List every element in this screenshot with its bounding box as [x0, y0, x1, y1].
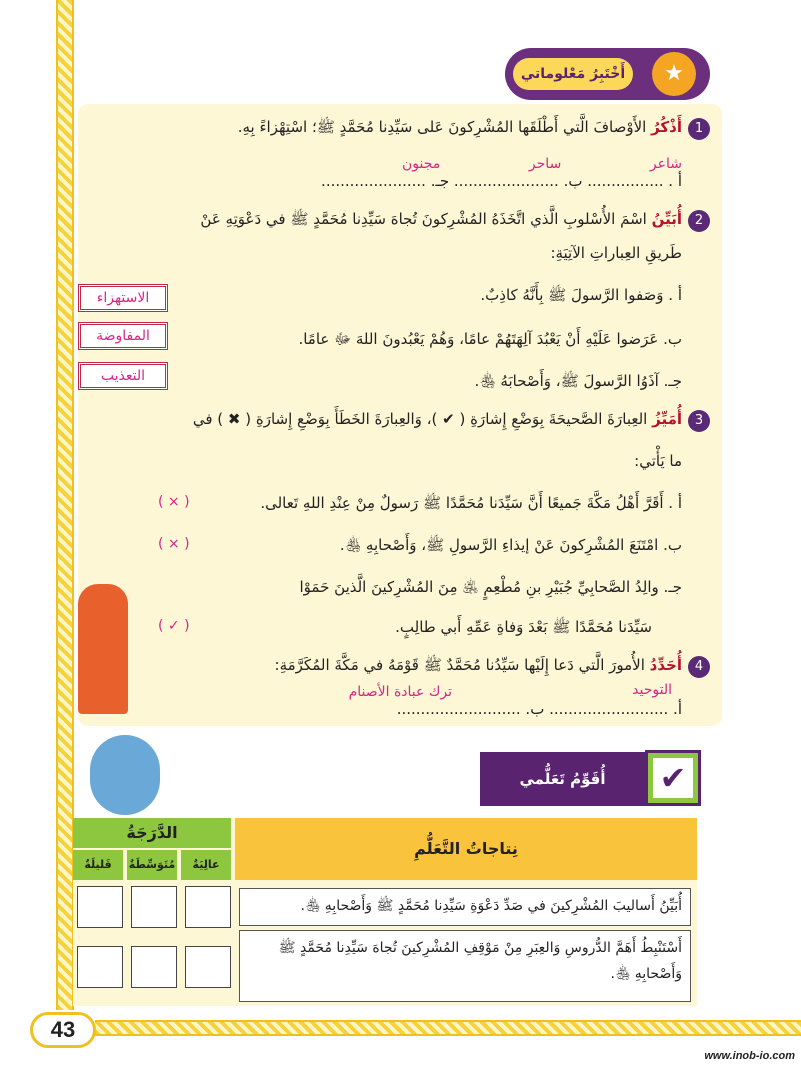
header-outcomes: نِتاجاتُ التَّعَلُّمِ [235, 818, 697, 880]
page-number: 43 [30, 1012, 96, 1048]
q-number: 2 [688, 210, 710, 232]
checkbox-high[interactable] [185, 886, 231, 928]
question-1 [238, 118, 710, 140]
website: www.inob-io.com [704, 1050, 795, 1062]
self-assessment-table [73, 818, 697, 1006]
answer: ترك عبادة الأصنام [348, 684, 452, 700]
checkbox-low[interactable] [77, 946, 123, 988]
section-title: أَخْتَبِرُ مَعْلوماتي [513, 58, 633, 90]
mark-value: × [167, 536, 180, 552]
q2-item: جـ. آذَوُا الرَّسولَ ﷺ، وَأَصْحابَهُ ﵃. [474, 372, 682, 390]
q3-text2: ما يَأْتي: [634, 452, 682, 470]
checkbox-high[interactable] [185, 946, 231, 988]
q3-item: ب. امْتَنَعَ المُشْرِكونَ عَنْ إيذاءِ الرَّسولِ ﷺ، وَأَصْحابِهِ ﵃. [339, 536, 682, 554]
header-grade: الدَّرَجَةُ [73, 818, 231, 848]
section-header [505, 48, 710, 100]
decorative-border-left [56, 0, 74, 1010]
question-4 [275, 656, 710, 678]
q-text: الأُمورَ الَّتي دَعا إِلَيْها سَيِّدُنا مُحَمَّدٌ ﷺ قَوْمَهُ في مَكَّةَ المُكَرَّمَةِ: [274, 656, 645, 674]
q3-item-cont: سَيِّدَنا مُحَمَّدًا ﷺ بَعْدَ وَفاةِ عَمِّهِ أَبي طالِبٍ. [395, 618, 652, 636]
q1-answers [402, 156, 682, 172]
boy-illustration [90, 735, 160, 815]
q2-text2: طَريقِ العِباراتِ الآتِيَةِ: [550, 244, 682, 262]
q-number: 1 [688, 118, 710, 140]
q-verb: أُبَيِّنُ [651, 210, 682, 228]
decorative-border-bottom [95, 1020, 801, 1036]
answer-box: التعذيب [78, 362, 168, 390]
q2-item: ب. عَرَضوا عَلَيْهِ أَنْ يَعْبُدَ آلِهَتَهُمْ عامًا، وَهُمْ يَعْبُدونَ اللهَ ﷻ عامًا. [298, 330, 682, 348]
q2-item: أ . وَصَفوا الرَّسولَ ﷺ بِأَنَّهُ كاذِبٌ. [480, 286, 682, 304]
q-number: 3 [688, 410, 710, 432]
mark: ( × ) [158, 494, 190, 510]
level-low: قَليلَةٌ [73, 850, 123, 880]
answer: شاعر [649, 156, 682, 172]
q1-blanks: أ . ................ ب. ...................... جـ. ...................... [321, 172, 682, 190]
checkbox-medium[interactable] [131, 886, 177, 928]
answer-box: المفاوضة [78, 322, 168, 350]
q-text: الأَوْصافَ الَّتي أَطْلَقَها المُشْرِكونَ عَلى سَيِّدِنا مُحَمَّدٍ ﷺ؛ اسْتِهْزاءً بِهِ. [237, 118, 647, 136]
level-medium: مُتَوَسِّطَةٌ [127, 850, 177, 880]
mark: ( ✓ ) [158, 618, 190, 634]
mark: ( × ) [158, 536, 190, 552]
answer: التوحيد [632, 682, 672, 698]
checkbox-medium[interactable] [131, 946, 177, 988]
q-text: اسْمَ الأُسْلوبِ الَّذي اتَّخَذَهُ المُشْرِكونَ تُجاهَ سَيِّدِنا مُحَمَّدٍ ﷺ في دَعْوَتِهِ عَنْ [200, 210, 647, 228]
questions-box [78, 104, 722, 726]
q-verb: أُمَيِّزُ [652, 410, 682, 428]
answer: مجنون [402, 156, 441, 172]
answer: ساحر [528, 156, 562, 172]
level-high: عالِيَةٌ [181, 850, 231, 880]
q-verb: أُحَدِّدُ [649, 656, 682, 674]
q3-item: جـ. والِدُ الصَّحابِيِّ جُبَيْرِ بنِ مُطْعِمٍ ﵁ مِنَ المُشْرِكينَ الَّذينَ حَمَوْا [299, 578, 682, 596]
q-number: 4 [688, 656, 710, 678]
checkmark-icon: ✔ [645, 750, 701, 806]
answer-box: الاستهزاء [78, 284, 168, 312]
q-verb: أَذْكُرُ [651, 118, 682, 136]
girl-illustration [78, 584, 128, 714]
question-3 [193, 410, 710, 432]
mark-value: × [167, 494, 180, 510]
table-row: أُبَيِّنُ أَساليبَ المُشْرِكينَ في صَدِّ دَعْوَةِ سَيِّدِنا مُحَمَّدٍ ﷺ وَأَصْحابِهِ ﵃. [239, 888, 691, 926]
q4-blanks: أ. ......................... ب. .......................... [396, 700, 682, 718]
checkbox-low[interactable] [77, 886, 123, 928]
mascot-icon: ★ [652, 52, 696, 96]
q3-item: أ . أَقَرَّ أَهْلُ مَكَّةَ جَميعًا أَنَّ سَيِّدَنا مُحَمَّدًا ﷺ رَسولٌ مِنْ عِنْدِ اللهِ تَعالى. [260, 494, 682, 512]
q-text: العِبارَةَ الصَّحيحَةَ بِوَضْعِ إِشارَةِ ( ✔ )، وَالعِبارَةَ الخَطَأَ بِوَضْعِ إِشارَةِ ( ✖ ) في [192, 410, 648, 428]
mark-value: ✓ [167, 618, 180, 634]
section2-title: أُقَوِّمُ تَعَلُّمي [480, 752, 645, 806]
question-2 [200, 210, 710, 232]
table-row: أَسْتَنْبِطُ أَهَمَّ الدُّروسِ وَالعِبَرِ مِنْ مَوْقِفِ المُشْرِكينَ تُجاهَ سَيِّدِنا مُحَمَّدٍ ﷺ وَأَصْحابِهِ ﵃. [239, 930, 691, 1002]
